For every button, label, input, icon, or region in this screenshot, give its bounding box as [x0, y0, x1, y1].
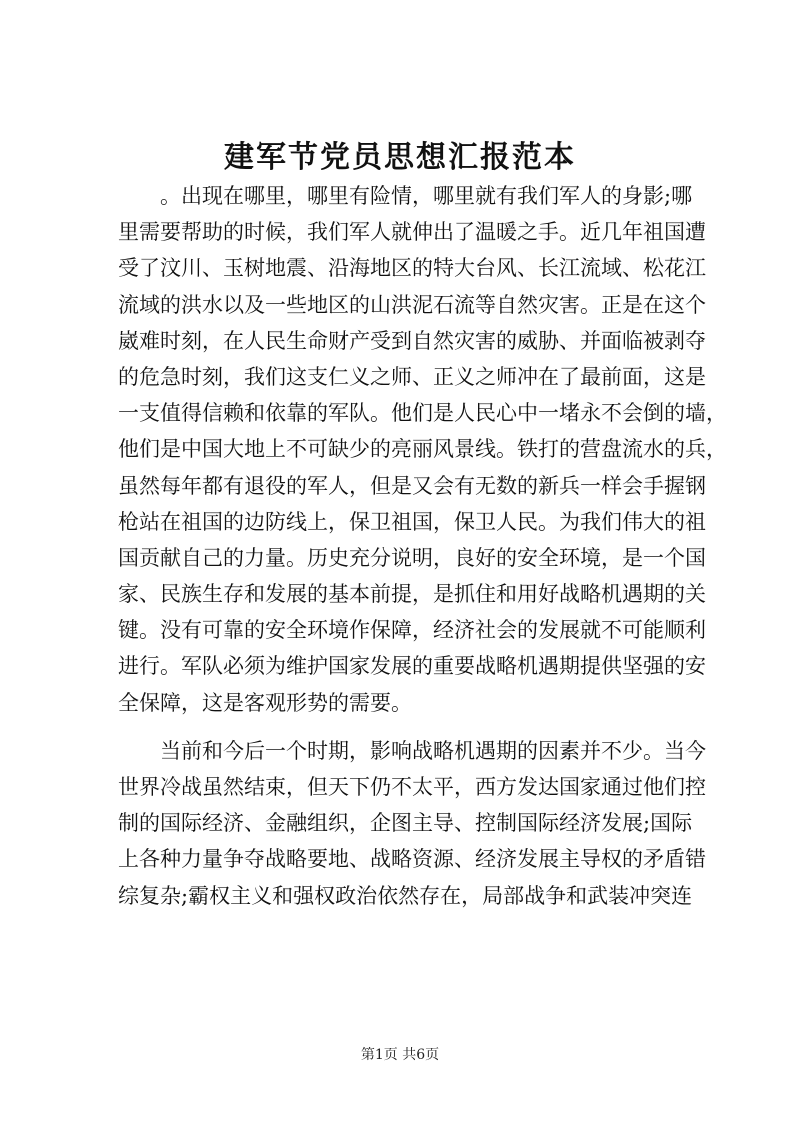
paragraph-gap: [118, 721, 684, 733]
paragraph-line: 全保障，这是客观形势的需要。: [118, 690, 412, 715]
document-body: [118, 178, 727, 914]
paragraph-line: 流域的洪水以及一些地区的山洪泥石流等自然灾害。正是在这个: [118, 292, 706, 317]
paragraph-line: 综复杂;霸权主义和强权政治依然存在，局部战争和武装冲突连: [118, 883, 693, 908]
paragraph-line: 虽然每年都有退役的军人，但是又会有无数的新兵一样会手握钢: [118, 473, 706, 498]
paragraph-2: [118, 733, 706, 914]
paragraph-line: 当前和今后一个时期，影响战略机遇期的因素并不少。当今: [118, 738, 706, 763]
paragraph-line: 。出现在哪里，哪里有险情，哪里就有我们军人的身影;哪: [118, 184, 693, 208]
paragraph-1: [118, 178, 727, 721]
paragraph-line: 崴难时刻，在人民生命财产受到自然灾害的威胁、并面临被剥夺: [118, 328, 706, 353]
paragraph-line: 的危急时刻，我们这支仁义之师、正义之师冲在了最前面，这是: [118, 364, 706, 389]
paragraph-line: 制的国际经济、金融组织，企图主导、控制国际经济发展;国际: [118, 811, 693, 836]
paragraph-line: 家、民族生存和发展的基本前提，是抓住和用好战略机遇期的关: [118, 582, 706, 607]
paragraph-line: 上各种力量争夺战略要地、战略资源、经济发展主导权的矛盾错: [118, 847, 706, 872]
paragraph-line: 里需要帮助的时候，我们军人就伸出了温暖之手。近几年祖国遭: [118, 220, 706, 245]
paragraph-line: 枪站在祖国的边防线上，保卫祖国，保卫人民。为我们伟大的祖: [118, 509, 706, 534]
paragraph-line: 他们是中国大地上不可缺少的亮丽风景线。铁打的营盘流水的兵，: [118, 437, 727, 462]
paragraph-line: 国贡献自己的力量。历史充分说明，良好的安全环境，是一个国: [118, 545, 706, 570]
paragraph-line: 键。没有可靠的安全环境作保障，经济社会的发展就不可能顺利: [118, 618, 706, 643]
paragraph-line: 进行。军队必须为维护国家发展的重要战略机遇期提供坚强的安: [118, 654, 706, 679]
paragraph-line: 一支值得信赖和依靠的军队。他们是人民心中一堵永不会倒的墙，: [118, 401, 727, 426]
page-footer: 第1页 共6页: [360, 1047, 440, 1063]
document-title: 建军节党员思想汇报范本: [224, 140, 576, 175]
paragraph-line: 受了汶川、玉树地震、沿海地区的特大台风、长江流域、松花江: [118, 256, 706, 281]
paragraph-line: 世界冷战虽然结束，但天下仍不太平，西方发达国家通过他们控: [118, 775, 706, 799]
